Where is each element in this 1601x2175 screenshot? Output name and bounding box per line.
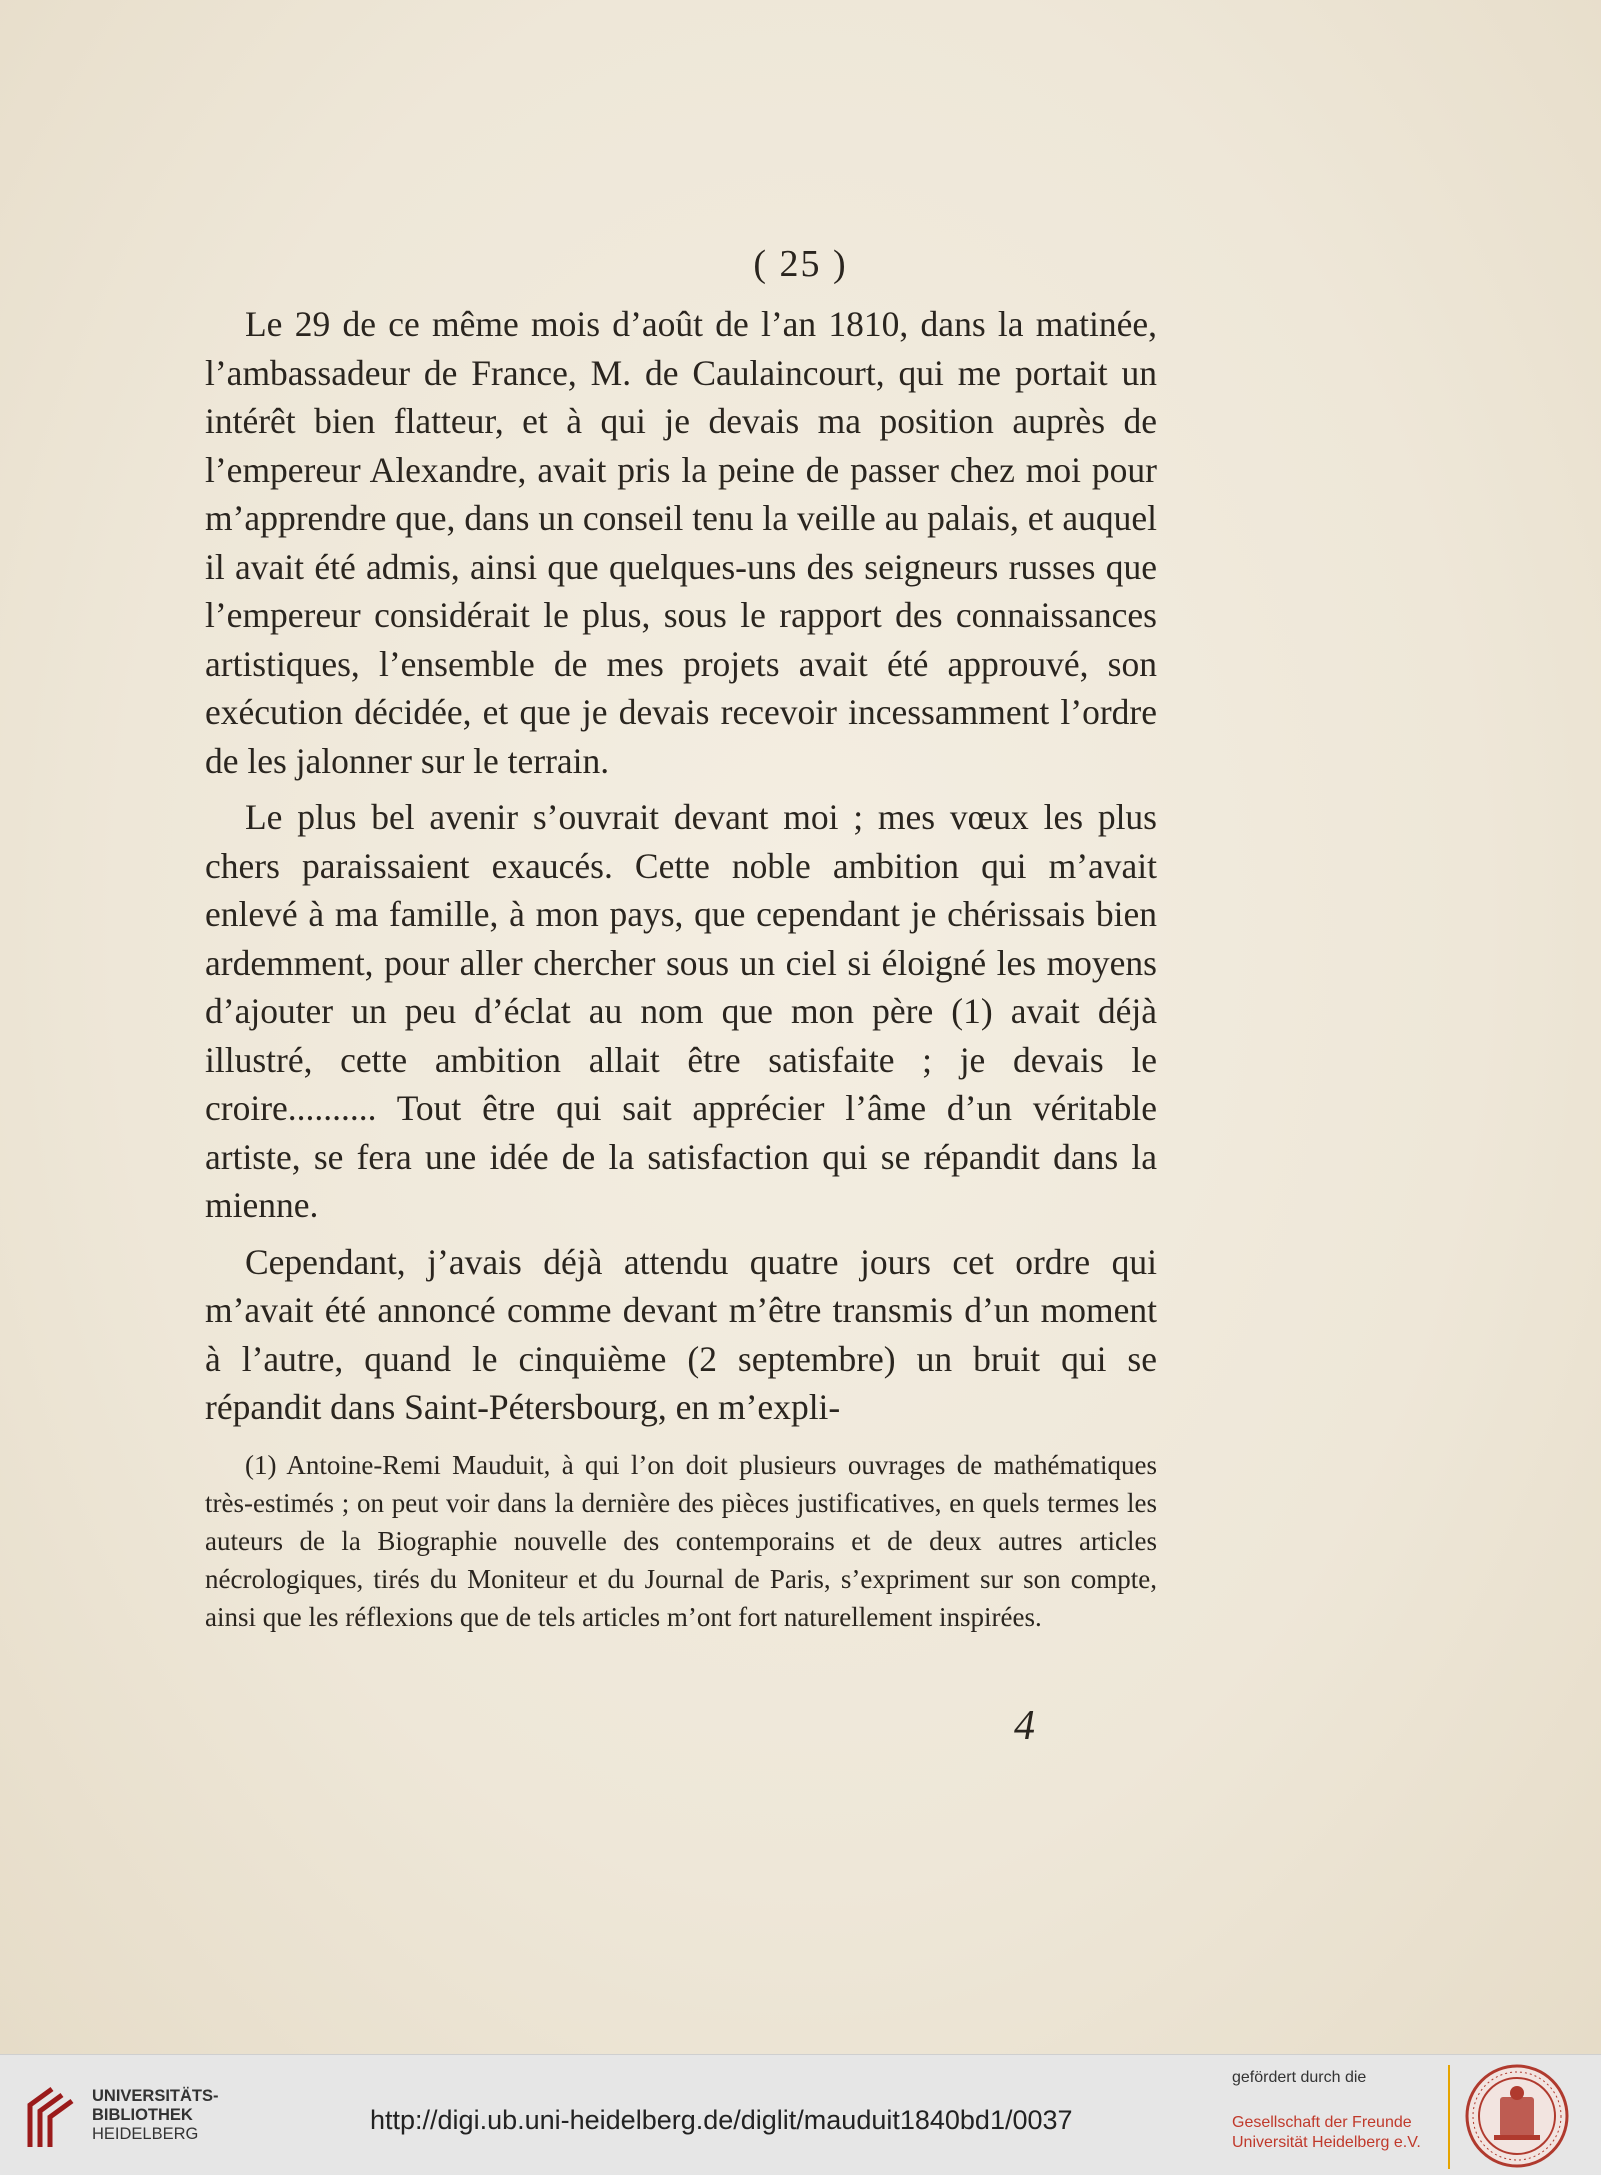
paragraph-2: Le plus bel avenir s’ouvrait devant moi ; mes vœux les plus chers paraissaient exaucés. Cette noble ambition qui m’avait enlevé à ma famille, à mon pays, que cependant je chérissais bien ardemment, pour aller chercher sous un ciel si éloigné les moyens d’ajouter un peu d’éclat au nom que mon père (1) avait déjà illustré, cette ambition allait être satisfaite ; je devais le croire.......... Tout être qui sait apprécier l’âme d’un véritable artiste, se fera une idée de la satisfaction qui se répandit dans la mienne. xyxy=(205,797,1157,1225)
university-seal-icon[interactable] xyxy=(1464,2063,1570,2169)
footer-divider xyxy=(1448,2065,1450,2169)
society-name-line1: Gesellschaft der Freunde xyxy=(1232,2114,1412,2131)
sponsor-block[interactable] xyxy=(1232,2069,1430,2153)
page-number: ( 25 ) xyxy=(753,243,848,285)
permalink-url[interactable]: http://digi.ub.uni-heidelberg.de/diglit/mauduit1840bd1/0037 xyxy=(370,2105,1073,2135)
paragraph-3: Cependant, j’avais déjà attendu quatre jours cet ordre qui m’avait été annoncé comme devant m’être transmis d’un moment à l’autre, quand le cinquième (2 septembre) un bruit qui se répandit dans Saint-Pétersbourg, en m’expli- xyxy=(205,1241,1157,1427)
library-name-line2: BIBLIOTHEK xyxy=(92,2106,193,2124)
library-logo-icon[interactable] xyxy=(22,2081,84,2153)
footer-bar xyxy=(0,2054,1601,2175)
library-name-line3: HEIDELBERG xyxy=(92,2125,199,2143)
library-name[interactable] xyxy=(92,2087,219,2144)
library-name-line1: UNIVERSITÄTS- xyxy=(92,2087,219,2105)
body-text xyxy=(205,300,1157,1440)
paragraph-1: Le 29 de ce même mois d’août de l’an 1810, dans la matinée, l’ambassadeur de France, M. de Caulaincourt, qui me portait un intérêt bien flatteur, et à qui je devais ma position auprès de l’empereur Alexandre, avait pris la peine de passer chez moi pour m’apprendre que, dans un conseil tenu la veille au palais, et auquel il avait été admis, ainsi que quelques-uns des seigneurs russes que l’empereur considérait le plus, sous le rapport des connaissances artistiques, l’ensemble de mes projets avait été approuvé, son exécution décidée, et que je devais recevoir incessamment l’ordre de les jalonner sur le terrain. xyxy=(205,304,1157,781)
society-name-line2: Universität Heidelberg e.V. xyxy=(1232,2134,1421,2151)
signature-mark: 4 xyxy=(1014,1703,1035,1749)
funded-by-text: gefördert durch die xyxy=(1232,2069,1367,2086)
footnote: (1) Antoine-Remi Mauduit, à qui l’on doit plusieurs ouvrages de mathématiques très-estimés ; on peut voir dans la dernière des pièces justificatives, en quels termes les auteurs de la Biographie nouvelle des contemporains et de deux autres articles nécrologiques, tirés du Moniteur et du Journal de Paris, s’expriment sur son compte, ainsi que les réflexions que de tels articles m’ont fort naturellement inspirées. xyxy=(205,1450,1157,1632)
